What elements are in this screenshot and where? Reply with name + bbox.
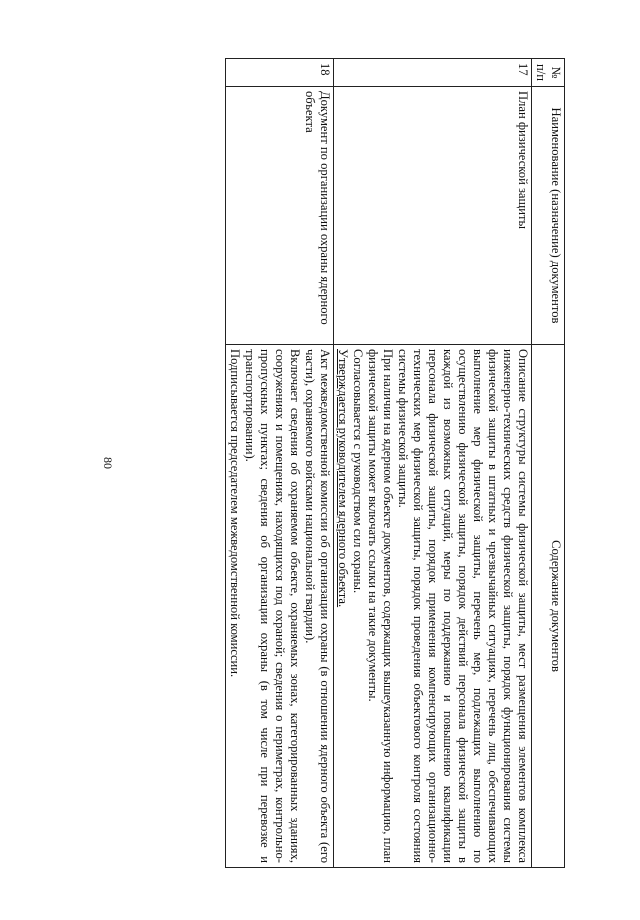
- row-num: 17: [334, 59, 532, 87]
- page-number: 80: [101, 457, 115, 469]
- row-name: План физической защиты: [334, 87, 532, 345]
- table-header-row: [532, 59, 565, 868]
- documents-table: [225, 58, 565, 868]
- content-paragraph: Акт межведомственной комиссии об организации охраны (в отношении ядерного объекта (его части), охраняемого войсками национальной гвардии).: [303, 349, 332, 863]
- header-name: Наименование (назначение) документов: [532, 87, 565, 345]
- table-row: [226, 59, 334, 868]
- content-paragraph: При наличии на ядерном объекте документов, содержащих вышеуказанную информацию, план физической защиты может включать ссылки на такие документы.: [366, 349, 395, 863]
- content-paragraph: Включает сведения об охраняемом объекте, охраняемых зонах, категорированных зданиях, сооружениях и помещениях, находящихся под охраной; сведения о периметрах, контрольно-пропускных пунктах; сведения об организации охраны (в том числе при перевозке и транспортировании).: [243, 349, 302, 863]
- content-paragraph: Подписывается председателем межведомственной комиссии.: [228, 349, 242, 678]
- row-content: [226, 345, 334, 868]
- content-paragraph: Утверждается руководителем ядерного объекта.: [336, 349, 350, 608]
- header-num: № п/п: [532, 59, 565, 87]
- table-row: [334, 59, 532, 868]
- row-num: 18: [226, 59, 334, 87]
- content-paragraph: Согласовывается с руководством сил охраны.: [351, 349, 365, 594]
- content-paragraph: Описание структуры системы физической защиты, мест размещения элементов комплекса инженерно-технических средств физической защиты, порядок функционирования системы физической защиты в штатных и чрезвычайных ситуациях, перечень лиц, обеспечивающих выполнение мер физической защиты, перечень мер, подлежащих выполнению по осуществлению физической защиты, порядок действий персонала физической защиты в каждой из возможных ситуаций, меры по поддержанию и повышению квалификации персонала физической защиты, порядок применения компенсирующих организационно-технических мер физической защиты, порядок проведения объектового контроля состояния системы физической защиты.: [396, 349, 530, 863]
- row-content: [334, 345, 532, 868]
- header-content: Содержание документов: [532, 345, 565, 868]
- rotated-page-content: [90, 58, 565, 868]
- row-name: Документ по организации охраны ядерного объекта: [226, 87, 334, 345]
